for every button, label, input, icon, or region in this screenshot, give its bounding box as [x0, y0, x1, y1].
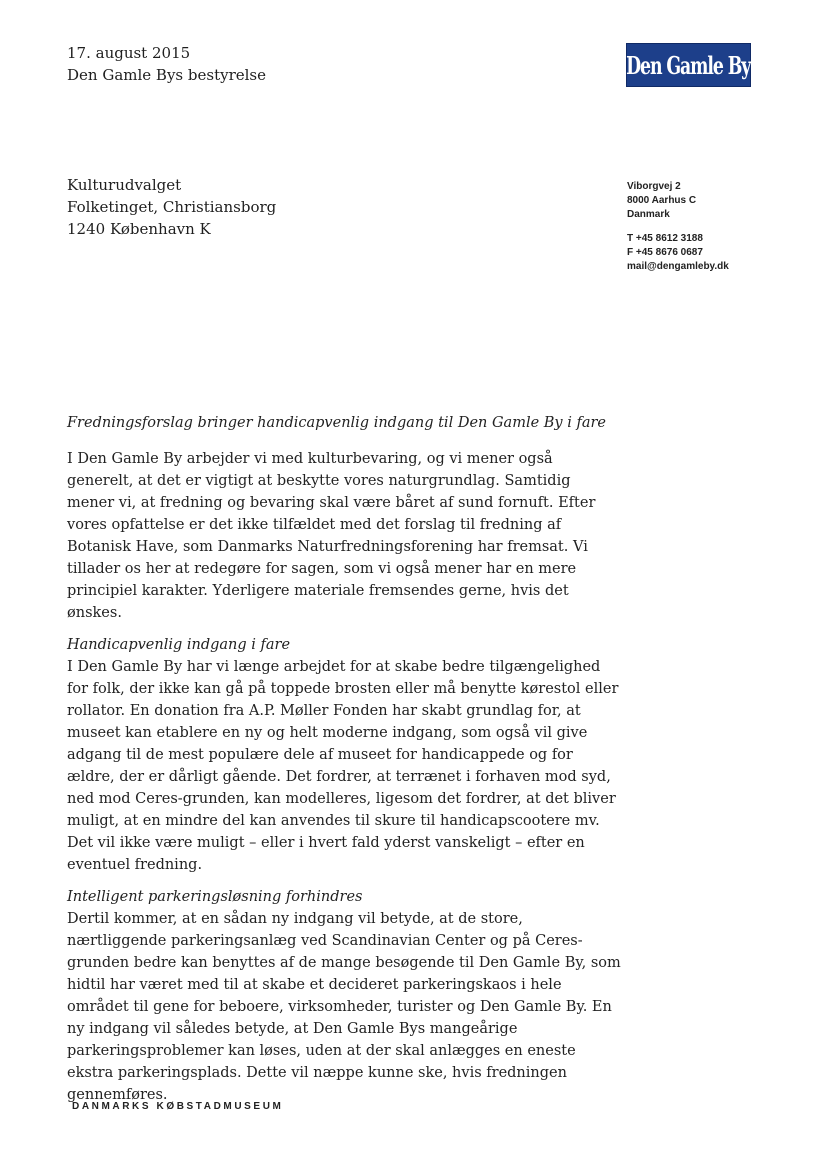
- contact-email: mail@dengamleby.dk: [627, 261, 729, 272]
- den-gamle-by-logo: [626, 43, 751, 87]
- recipient-line-3: 1240 København K: [67, 220, 211, 238]
- heading-parking: Intelligent parkeringsløsning forhindres: [67, 889, 363, 905]
- contact-city: 8000 Aarhus C: [627, 195, 697, 206]
- heading-handicap-entrance: Handicapvenlig indgang i fare: [67, 637, 291, 653]
- footer-museum-name: DANMARKS KØBSTADMUSEUM: [72, 1101, 284, 1112]
- contact-block: [627, 180, 729, 274]
- contact-fax: F +45 8676 0687: [627, 247, 703, 258]
- sender-name: Den Gamle Bys bestyrelse: [67, 66, 266, 84]
- contact-spacer: [627, 222, 729, 232]
- paragraph-parking: Dertil kommer, at en sådan ny indgang vil betyde, at de store, nærtliggende parkeringsanlæg ved Scandinavian Center og på Ceres-grunden bedre kan benyttes af de mange besøgende til Den Gamle By, som hidtil har været med til at skabe et decideret parkeringskaos i hele området til gene for beboere, virksomheder, turister og Den Gamle By. En ny indgang vil således betyde, at Den Gamle Bys mangeårige parkeringsproblemer kan løses, uden at der skal anlægges en eneste ekstra parkeringsplads. Dette vil næppe kunne ske, hvis fredningen gennemføres.: [67, 911, 621, 1103]
- recipient-line-2: Folketinget, Christiansborg: [67, 198, 277, 216]
- contact-street: Viborgvej 2: [627, 181, 681, 192]
- contact-country: Danmark: [627, 209, 670, 220]
- contact-phone: T +45 8612 3188: [627, 233, 703, 244]
- paragraph-handicap-entrance: I Den Gamle By har vi længe arbejdet for at skabe bedre tilgængelighed for folk, der ikke kan gå på toppede brosten eller må benytte kørestol eller rollator. En donation fra A.P. Møller Fonden har skabt grundlag for, at museet kan etablere en ny og helt moderne indgang, som også vil give adgang til de mest populære dele af museet for handicappede og for ældre, der er dårligt gående. Det fordrer, at terrænet i forhaven mod syd, ned mod Ceres-grunden, kan modelleres, ligesom det fordrer, at det bliver muligt, at en mindre del kan anvendes til skure til handicapscootere mv. Det vil ikke være muligt – eller i hvert fald yderst vanskeligt – efter en eventuel fredning.: [67, 659, 619, 873]
- recipient-line-1: Kulturudvalget: [67, 176, 182, 194]
- recipient-address: [67, 174, 276, 240]
- sender-block: [67, 42, 266, 86]
- letter-title: Fredningsforslag bringer handicapvenlig indgang til Den Gamle By i fare: [67, 415, 607, 431]
- logo-text: Den Gamle By: [626, 50, 751, 80]
- letter-date: 17. august 2015: [67, 44, 191, 62]
- paragraph-intro: I Den Gamle By arbejder vi med kulturbevaring, og vi mener også generelt, at det er vigtigt at beskytte vores naturgrundlag. Samtidig mener vi, at fredning og bevaring skal være båret af sund fornuft. Efter vores opfattelse er det ikke tilfældet med det forslag til fredning af Botanisk Have, som Danmarks Naturfredningsforening har fremsat. Vi tillader os her at redegøre for sagen, som vi også mener har en mere principiel karakter. Yderligere materiale fremsendes gerne, hvis det ønskes.: [67, 451, 596, 621]
- letter-body: [67, 412, 622, 1106]
